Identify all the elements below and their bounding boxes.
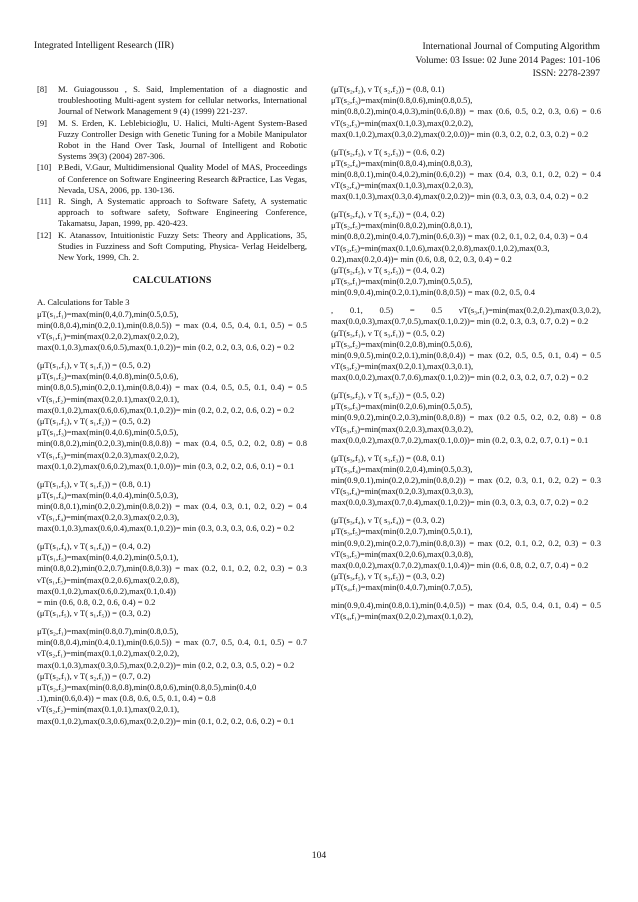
calculation-block: μT(s₂,f₁)=max(min(0.8,0.7),min(0.8,0.5), min(0.8,0.4),min(0.4,0.1),min(0.6,0.5)) = max (0.7, 0.5, 0.4, 0.1, 0.5) = 0.7 νT(s₂,f₁)=min(max(0.1,0.2),max(0.2,0.2), max(0.1,0.3),max(0.3,0.5),max(0.2,0.2))= min (0.2, 0.2, 0.3, 0.5, 0.2) = 0.2 (μT(s₂,f₁), ν T( s₂,f₁)) = (0.7, 0.2) μT(s₂,f₂)=max(min(0.8,0.8),min(0.8,0.6),min(0.8,0.5),min(0.4,0 .1),min(0.6,0.4)) = max (0.8, 0.6, 0.5, 0.1, 0.4) = 0.8 νT(s₂,f₂)=min(max(0.1,0.1),max(0.2,0.1), max(0.1,0.2),max(0.3,0.6),max(0.2,0.2))= min (0.1, 0.2, 0.2, 0.6, 0.2) = 0.1 bbox=[37, 625, 307, 726]
reference-number: [12] bbox=[37, 229, 52, 240]
reference-item bbox=[37, 84, 307, 118]
reference-text: M. Guiagoussou , S. Said, Implementation of a diagnostic and troubleshooting Multi-agent system for cellular networks, International Journal of Network Management 9 (4) (1999) 221-237. bbox=[58, 84, 307, 117]
journal-title: International Journal of Computing Algorithm bbox=[422, 41, 600, 52]
reference-text: M. S. Erden, K. Leblebicioğlu, U. Halici, Multi-Agent System-Based Fuzzy Controller Design with Genetic Tuning for a Mobile Manipulator Robot in the Hand Over Task, Journal of Intelligent and Robotic Systems 39(3) (2004) 287-306. bbox=[58, 117, 307, 162]
reference-number: [10] bbox=[37, 162, 52, 173]
calculation-block: (μT(s₂,f₂), ν T( s₂,f₂)) = (0.8, 0.1) μT(s₂,f₃)=max(min(0.8,0.6),min(0.8,0.5), min(0.8,0.2),min(0.4,0.3),min(0.6,0.8)) = max (0.6, 0.5, 0.2, 0.3, 0.6) = 0.6 νT(s₂,f₃)=min(max(0.1,0.3),max(0.2,0.2), max(0.1,0.2),max(0.3,0.2),max(0.2,0.0))= min (0.3, 0.2, 0.2, 0.3, 0.2) = 0.2 bbox=[331, 84, 601, 139]
calculation-block: (μT(s₂,f₄), ν T( s₂,f₄)) = (0.4, 0.2) μT(s₂,f₅)=max(min(0.8,0.2),min(0.8,0.1), min(0.8,0.2),min(0.4,0.7),min(0.6,0.3)) = max (0.2, 0.1, 0.2, 0.4, 0.3) = 0.4 νT(s₂,f₅)=min(max(0.1,0.6),max(0.2,0.8),max(0.1,0.2),max(0.3, 0.2),max(0.2,0.4))= min (0.6, 0.8, 0.2, 0.3, 0.4) = 0.2 (μT(s₂,f₅), ν T( s₂,f₅)) = (0.4, 0.2) μT(s₃,f₁)=max(min(0.2,0.7),min(0.5,0.5), min(0.9,0.4),min(0.2,0.1),min(0.8,0.5)) = max (0.2, 0.5, 0.4 bbox=[331, 209, 588, 298]
reference-item bbox=[37, 118, 307, 163]
calculation-block: (μT(s₁,f₄), ν T( s₁,f₄)) = (0.4, 0.2) μT(s₁,f₅)=max(min(0.4,0.2),min(0.5,0.1), min(0.8,0.2),min(0.2,0.7),min(0.8,0.3)) = max (0.2, 0.1, 0.2, 0.2, 0.3) = 0.3 νT(s₁,f₅)=min(max(0.2,0.6),max(0.2,0.8), max(0.1,0.2),max(0.6,0.2),max(0.1,0.4)) = min (0.6, 0.8, 0.2, 0.6, 0.4) = 0.2 (μT(s₁,f₅), ν T( s₁,f₅)) = (0.3, 0.2) bbox=[37, 541, 307, 619]
volume-issue: Volume: 03 Issue: 02 June 2014 Pages: 101-106 bbox=[415, 54, 600, 66]
reference-number: [9] bbox=[37, 117, 47, 128]
calculation-block: (μT(s₂,f₃), ν T( s₂,f₃)) = (0.6, 0.2) μT(s₂,f₄)=max(min(0.8,0.4),min(0.8,0.3), min(0.8,0.1),min(0.4,0.2),min(0.6,0.2)) = max (0.4, 0.3, 0.1, 0.2, 0.2) = 0.4 νT(s₂,f₄)=min(max(0.1,0.3),max(0.2,0.3), max(0.1,0.3),max(0.3,0.4),max(0.2,0.2))= min (0.3, 0.3, 0.3, 0.4, 0.2) = 0.2 bbox=[331, 146, 601, 202]
reference-number: [8] bbox=[37, 84, 47, 94]
reference-list bbox=[37, 84, 307, 263]
calculation-block: μT(s₁,f₁)=max(min(0,4,0.7),min(0.5,0.5), min(0.8,0.4),min(0.2,0.1),min(0.8,0.5)) = max (0.4, 0.5, 0.4, 0.1, 0.5) = 0.5 νT(s₁,f₁)=min(max(0.2,0.2),max(0.2,0.2), max(0.1,0.3),max(0.6,0.5),max(0.1,0.2))= min (0.2, 0.2, 0.3, 0.6, 0.2) = 0.2 bbox=[37, 308, 307, 353]
reference-item bbox=[37, 230, 307, 264]
page-number: 104 bbox=[311, 850, 327, 861]
calculation-block: min(0.9,0.4),min(0.8,0.1),min(0.4,0.5)) = max (0.4, 0.5, 0.4, 0.1, 0.4) = 0.5 νT(s₄,f₁)=min(max(0.2,0.2),max(0.1,0.2), bbox=[331, 600, 601, 622]
calculation-block: (μT(s₃,f₄), ν T( s₃,f₄)) = (0.3, 0.2) μT(s₃,f₅)=max(min(0.2,0.7),min(0.5,0.1), min(0.9,0.2),min(0.2,0.7),min(0.8,0.3)) = max (0.2, 0.1, 0.2, 0.2, 0.3) = 0.3 νT(s₃,f₅)=min(max(0.2,0.6),max(0.3,0.8), max(0.0,0.2),max(0.7,0.2),max(0.1,0.4))= min (0.6, 0.8, 0.2, 0.7, 0.4) = 0.2 (μT(s₃,f₅), ν T( s₃,f₅)) = (0.3, 0.2) μT(s₄,f₁)=max(min(0.4,0.7),min(0.7,0.5), bbox=[331, 515, 601, 593]
calculation-block: (μT(s₃,f₃), ν T( s₃,f₃)) = (0.8, 0.1) μT(s₃,f₄)=max(min(0.2,0.4),min(0.5,0.3), min(0.9,0.1),min(0.2,0.2),min(0.8,0.2)) = max (0.2, 0.3, 0.1, 0.2, 0.2) = 0.3 νT(s₃,f₄)=min(max(0.2,0.3),max(0.3,0.3), max(0.0,0.3),max(0.7,0.4),max(0.1,0.2))= min (0.3, 0.3, 0.3, 0.7, 0.2) = 0.2 bbox=[331, 452, 601, 508]
reference-text: K. Atanassov, Intuitionistic Fuzzy Sets: Theory and Applications, 35, Studies in Fuzziness and Soft Computing, Physica- Verlag Heidelberg, New York, 1999, Ch. 2. bbox=[58, 229, 307, 263]
journal-header-right bbox=[416, 40, 601, 81]
calculation-block: (μT(s₃,f₂), ν T( s₃,f₂)) = (0.5, 0.2) μT(s₃,f₃)=max(min(0.2,0.6),min(0.5,0.5), min(0.9,0.2),min(0.2,0.3),min(0.8,0.8)) = max (0.2 0.5, 0.2, 0.2, 0.8) = 0.8 νT(s₃,f₃)=min(max(0.2,0.3),max(0.3,0.2), max(0.0,0.2),max(0.7,0.2),max(0.1,0.0))= min (0.2, 0.3, 0.2, 0.7, 0.1) = 0.1 bbox=[331, 390, 601, 445]
reference-text: R. Singh, A Systematic approach to Software Safety, A systematic approach to software safety, Software Engineering Conference, Takamatsu, Japan, 1999, pp. 420-423. bbox=[58, 196, 307, 229]
section-title: CALCULATIONS bbox=[132, 275, 212, 287]
calculation-block: (μT(s₁,f₃), ν T( s₁,f₃)) = (0.8, 0.1) μT(s₁,f₄)=max(min(0.4,0.4),min(0.5,0.3), min(0.8,0.1),min(0.2,0.2),min(0.8,0.2)) = max (0.4, 0.3, 0.1, 0.2, 0.2) = 0.4 νT(s₁,f₄)=min(max(0.2,0.3),max(0.2,0.3), max(0.1,0.3),max(0.6,0.4),max(0.1,0.2))= min (0.3, 0.3, 0.3, 0.6, 0.2) = 0.2 bbox=[37, 478, 307, 534]
reference-number: [11] bbox=[37, 196, 51, 207]
left-column bbox=[37, 84, 307, 733]
calculation-block: , 0.1, 0.5) = 0.5 νT(s₃,f₁)=min(max(0.2,0.2),max(0.3,0.2), max(0.0,0.3),max(0.7,0.5),max(0.1,0.2))= min (0.2, 0.3, 0.3, 0.7, 0.2) = 0.2 (μT(s₃,f₁), ν T( s₃,f₁)) = (0.5, 0.2) μT(s₃,f₂)=max(min(0.2,0.8),min(0.5,0.6), min(0.9,0.5),min(0.2,0.1),min(0.8,0.4)) = max (0.2, 0.5, 0.5, 0.1, 0.4) = 0.5 νT(s₃,f₂)=min(max(0.2,0.1),max(0.3,0.1), max(0.0,0.2),max(0.7,0.6),max(0.1,0.2))= min (0.2, 0.3, 0.2, 0.7, 0.2) = 0.2 bbox=[331, 305, 601, 383]
subsection-heading: A. Calculations for Table 3 bbox=[37, 297, 130, 308]
reference-item bbox=[37, 196, 307, 230]
reference-item bbox=[37, 162, 307, 196]
reference-text: P.Bedi, V.Gaur, Multidimensional Quality Model of MAS, Proceedings of Conference on Software Engineering Research &Practice, Las Vegas, Nevada, USA, 2006, pp. 130-136. bbox=[58, 162, 307, 195]
issn: ISSN: 2278-2397 bbox=[532, 68, 600, 80]
calculation-block: (μT(s₁,f₁), ν T( s₁,f₁)) = (0.5, 0.2) μT(s₁,f₂)=max(min(0.4,0.8),min(0.5,0.6), min(0.8,0.5),min(0.2,0.1),min(0.8,0.4)) = max (0.4, 0.5, 0.5, 0.1, 0.4) = 0.5 νT(s₁,f₂)=min(max(0.2,0.1),max(0.2,0.1), max(0.1,0.2),max(0.6,0.6),max(0.1,0.2))= min (0.2, 0.2, 0.2, 0.6, 0.2) = 0.2 (μT(s₁,f₂), ν T( s₁,f₂)) = (0.5, 0.2) μT(s₁,f₃)=max(min(0.4,0.6),min(0.5,0.5), min(0.8,0.2),min(0.2,0.3),min(0.8,0.8)) = max (0.4, 0.5, 0.2, 0.2, 0.8) = 0.8 νT(s₁,f₃)=min(max(0.2,0.3),max(0.2,0.2), max(0.1,0.2),max(0.6,0.2),max(0.1,0.0))= min (0.3, 0.2, 0.2, 0.6, 0.1) = 0.1 bbox=[37, 359, 307, 471]
journal-header-left: Integrated Intelligent Research (IIR) bbox=[34, 40, 174, 51]
right-column bbox=[331, 84, 601, 629]
